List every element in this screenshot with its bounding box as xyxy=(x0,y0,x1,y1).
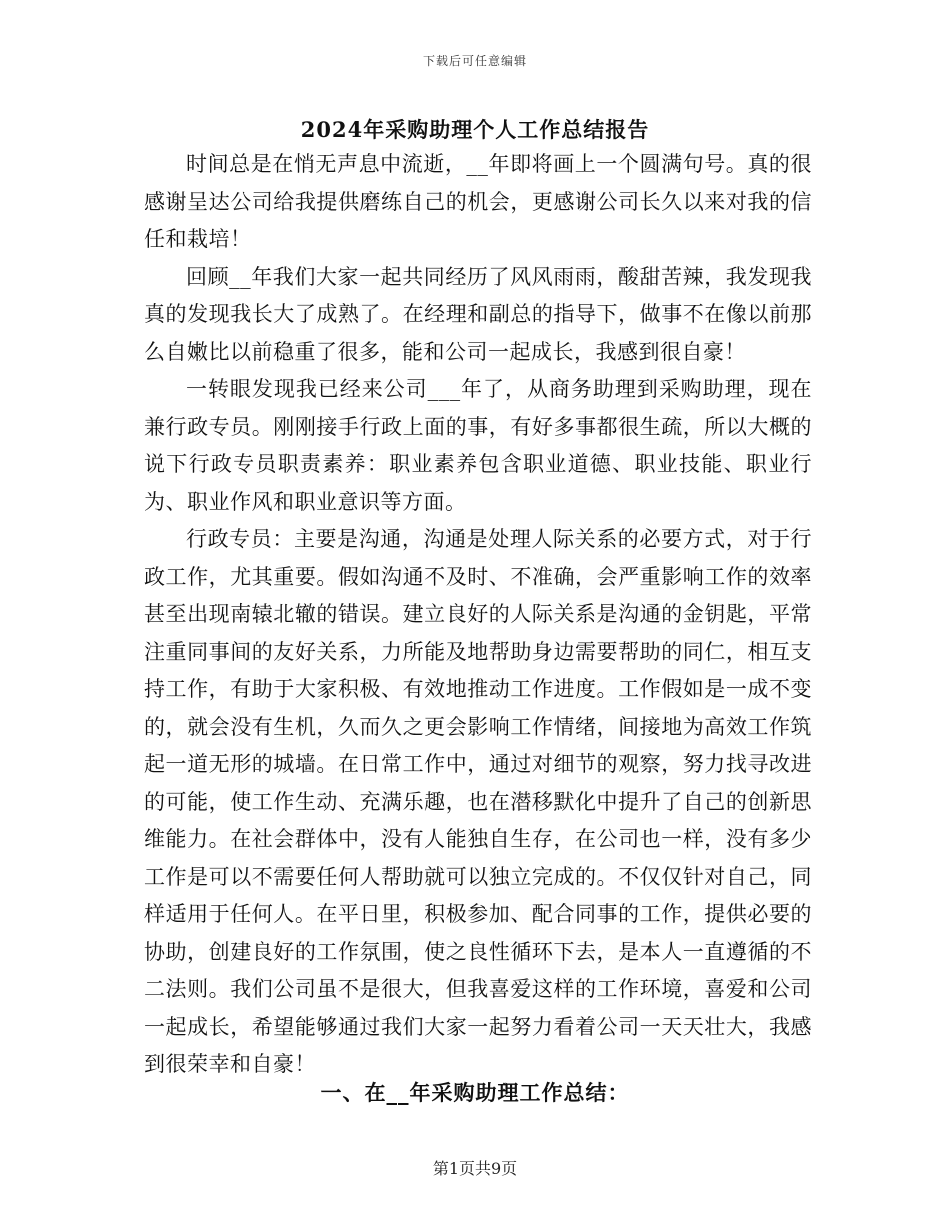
section-heading: 一、在__年采购助理工作总结： xyxy=(320,1080,630,1105)
paragraph-1: 时间总是在悄无声息中流逝，__年即将画上一个圆满句号。真的很感谢呈达公司给我提供磨练自己的机会，更感谢公司长久以来对我的信任和栽培！ xyxy=(144,152,812,251)
page-number: 第1页共9页 xyxy=(432,1159,518,1178)
paragraph-3: 一转眼发现我已经来公司___年了，从商务助理到采购助理，现在兼行政专员。刚刚接手行政上面的事，有好多事都很生疏，所以大概的说下行政专员职责素养：职业素养包含职业道德、职业技能、职业行为、职业作风和职业意识等方面。 xyxy=(144,377,812,514)
header-note: 下载后可任意编辑 xyxy=(422,54,527,68)
document-body xyxy=(144,146,812,1084)
paragraph-4: 行政专员：主要是沟通，沟通是处理人际关系的必要方式，对于行政工作，尤其重要。假如沟通不及时、不准确，会严重影响工作的效率甚至出现南辕北辙的错误。建立良好的人际关系是沟通的金钥匙，平常注重同事间的友好关系，力所能及地帮助身边需要帮助的同仁，相互支持工作，有助于大家积极、有效地推动工作进度。工作假如是一成不变的，就会没有生机，久而久之更会影响工作情绪，间接地为高效工作筑起一道无形的城墙。在日常工作中，通过对细节的观察，努力找寻改进的可能，使工作生动、充满乐趣，也在潜移默化中提升了自己的创新思维能力。在社会群体中，没有人能独自生存，在公司也一样，没有多少工作是可以不需要任何人帮助就可以独立完成的。不仅仅针对自己，同样适用于任何人。在平日里，积极参加、配合同事的工作，提供必要的协助，创建良好的工作氛围，使之良性循环下去，是本人一直遵循的不二法则。我们公司虽不是很大，但我喜爱这样的工作环境，喜爱和公司一起成长，希望能够通过我们大家一起努力看着公司一天天壮大，我感到很荣幸和自豪！ xyxy=(144,527,812,1076)
document-title: 2024年采购助理个人工作总结报告 xyxy=(300,117,650,142)
paragraph-2: 回顾__年我们大家一起共同经历了风风雨雨，酸甜苦辣，我发现我真的发现我长大了成熟了。在经理和副总的指导下，做事不在像以前那么自嫩比以前稳重了很多，能和公司一起成长，我感到很自豪！ xyxy=(144,264,812,364)
